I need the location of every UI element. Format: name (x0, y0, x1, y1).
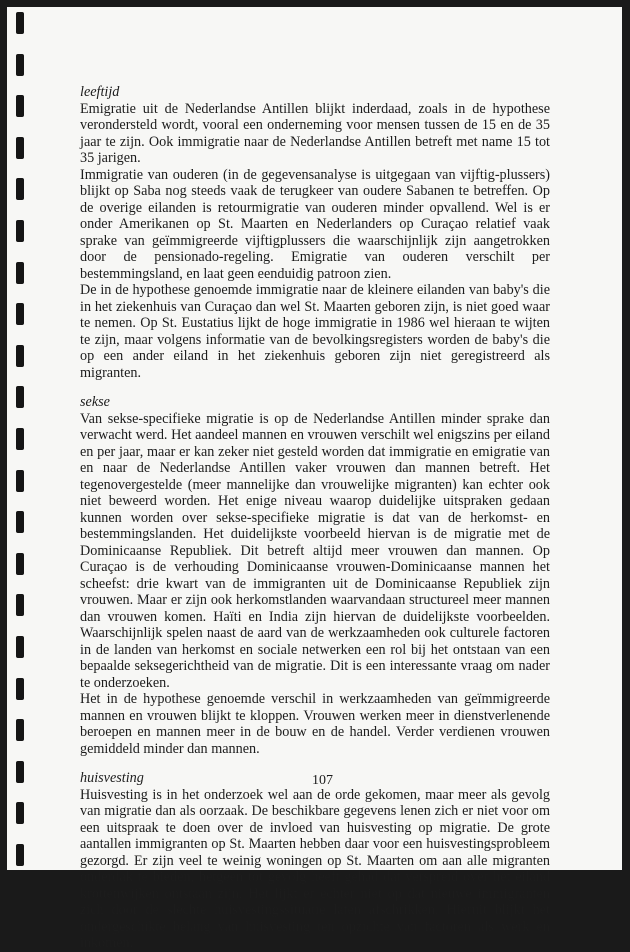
section-heading: huisvesting (80, 770, 144, 786)
binding-hole-icon (16, 262, 24, 284)
paragraph: Van sekse-specifieke migratie is op de Nederlandse Antillen minder sprake dan verwacht werd. Het aandeel mannen en vrouwen verschilt wel enigszins per eiland en per jaar, maar er kan zeker niet gesteld worden dat immigratie en emigratie van en naar de Nederlandse Antillen vaker vrouwen dan mannen betreft. Het tegenovergestelde (meer mannelijke dan vrouwelijke migranten) kan echter ook niet beweerd worden. Het enige niveau waarop duidelijke uitspraken gedaan kunnen worden over sekse-specifieke migratie is dat van de herkomst- en bestemmingslanden. Het duidelijkste voorbeeld hiervan is de migratie met de Dominicaanse Republiek. Dit betreft altijd meer vrouwen dan mannen. Op Curaçao is de verhouding Dominicaanse vrouwen-Dominicaanse mannen het scheefst: drie kwart van de immigranten uit de Dominicaanse Republiek zijn vrouwen. Maar er zijn ook herkomstlanden waarvandaan structureel meer mannen dan vrouwen komen. Haïti en India zijn hiervan de duidelijkste voorbeelden. Waarschijnlijk spelen naast de aard van de werkzaamheden ook culturele factoren in de landen van herkomst en sociale netwerken een rol bij het ontstaan van een bepaalde seksegerichtheid van de migratie. Dit is een interessante vraag om nader te onderzoeken. (80, 410, 550, 691)
binding-hole-icon (16, 303, 24, 325)
binding-hole-icon (16, 761, 24, 783)
paragraph: Emigratie uit de Nederlandse Antillen blijkt inderdaad, zoals in de hypothese verondersteld wordt, vooral een onderneming voor mensen tussen de 15 en de 35 jaar te zijn. Ook immigratie naar de Nederlandse Antillen betreft met name 15 tot 35 jarigen. (80, 100, 550, 166)
section-huisvesting (80, 770, 550, 952)
document-page (7, 7, 622, 951)
binding-hole-icon (16, 95, 24, 117)
binding-hole-icon (16, 345, 24, 367)
paragraph: Huisvesting is in het onderzoek wel aan de orde gekomen, maar meer als gevolg van migratie dan als oorzaak. De beschikbare gegevens lenen zich er niet voor om een uitspraak te doen over de invloed van huisvesting op migratie. De grote aantallen immigranten op St. Maarten hebben daar voor een huisvestingsprobleem gezorgd. Er zijn veel te weinig woningen op St. Maarten om aan alle migranten onderdak te bieden, hetgeen tot gevolg heeft gehad dat verspreid over het eiland krottenwijken ontstaan zijn. Het lijkt er echter niet op dat nieuwe immigranten zich door de slechte huisvestingssituatie laten afschrikken. Hieruit blijkt het ondergeschikte belang van huisvesting ten opzichte van factoren als werk en inkomen. (80, 786, 550, 951)
binding-hole-icon (16, 511, 24, 533)
paragraph: De in de hypothese genoemde immigratie naar de kleinere eilanden van baby's die in het ziekenhuis van Curaçao dan wel St. Maarten geboren zijn, is niet goed waar te nemen. Op St. Eustatius lijkt de hoge immigratie in 1986 wel hieraan te wijten te zijn, maar volgens informatie van de bevolkingsregisters worden de baby's die op een ander eiland in het ziekenhuis geboren zijn niet geregistreerd als migranten. (80, 282, 550, 381)
body-text (80, 84, 550, 952)
binding-hole-icon (16, 594, 24, 616)
binding-hole-icon (16, 178, 24, 200)
section-sekse (80, 394, 550, 757)
section-heading: leeftijd (80, 84, 120, 100)
binding-hole-icon (16, 470, 24, 492)
binding-hole-icon (16, 678, 24, 700)
binding-holes (16, 12, 26, 872)
binding-hole-icon (16, 12, 24, 34)
binding-hole-icon (16, 719, 24, 741)
paragraph: Immigratie van ouderen (in de gegevensanalyse is uitgegaan van vijftig-plussers) blijkt op Saba nog steeds vaak de terugkeer van oudere Sabanen te betreffen. Op de overige eilanden is retourmigratie van ouderen minder opvallend. Wel is er onder Amerikanen op St. Maarten en Nederlanders op Curaçao relatief vaak sprake van geïmmigreerde vijftigplussers die waarschijnlijk zijn aangetrokken door de pensionado-regeling. Emigratie van ouderen verschilt per bestemmingsland, en laat geen eenduidig patroon zien. (80, 166, 550, 282)
binding-hole-icon (16, 220, 24, 242)
binding-hole-icon (16, 428, 24, 450)
section-heading: sekse (80, 394, 110, 410)
paragraph: Het in de hypothese genoemde verschil in werkzaamheden van geïmmigreerde mannen en vrouwen blijkt te kloppen. Vrouwen werken meer in dienstverlenende beroepen en mannen meer in de bouw en de handel. Verder verdienen vrouwen gemiddeld minder dan mannen. (80, 691, 550, 757)
binding-hole-icon (16, 553, 24, 575)
binding-hole-icon (16, 636, 24, 658)
binding-hole-icon (16, 54, 24, 76)
binding-hole-icon (16, 386, 24, 408)
page-number: 107 (312, 773, 333, 788)
binding-hole-icon (16, 844, 24, 866)
binding-hole-icon (16, 802, 24, 824)
section-leeftijd (80, 84, 550, 381)
binding-hole-icon (16, 137, 24, 159)
